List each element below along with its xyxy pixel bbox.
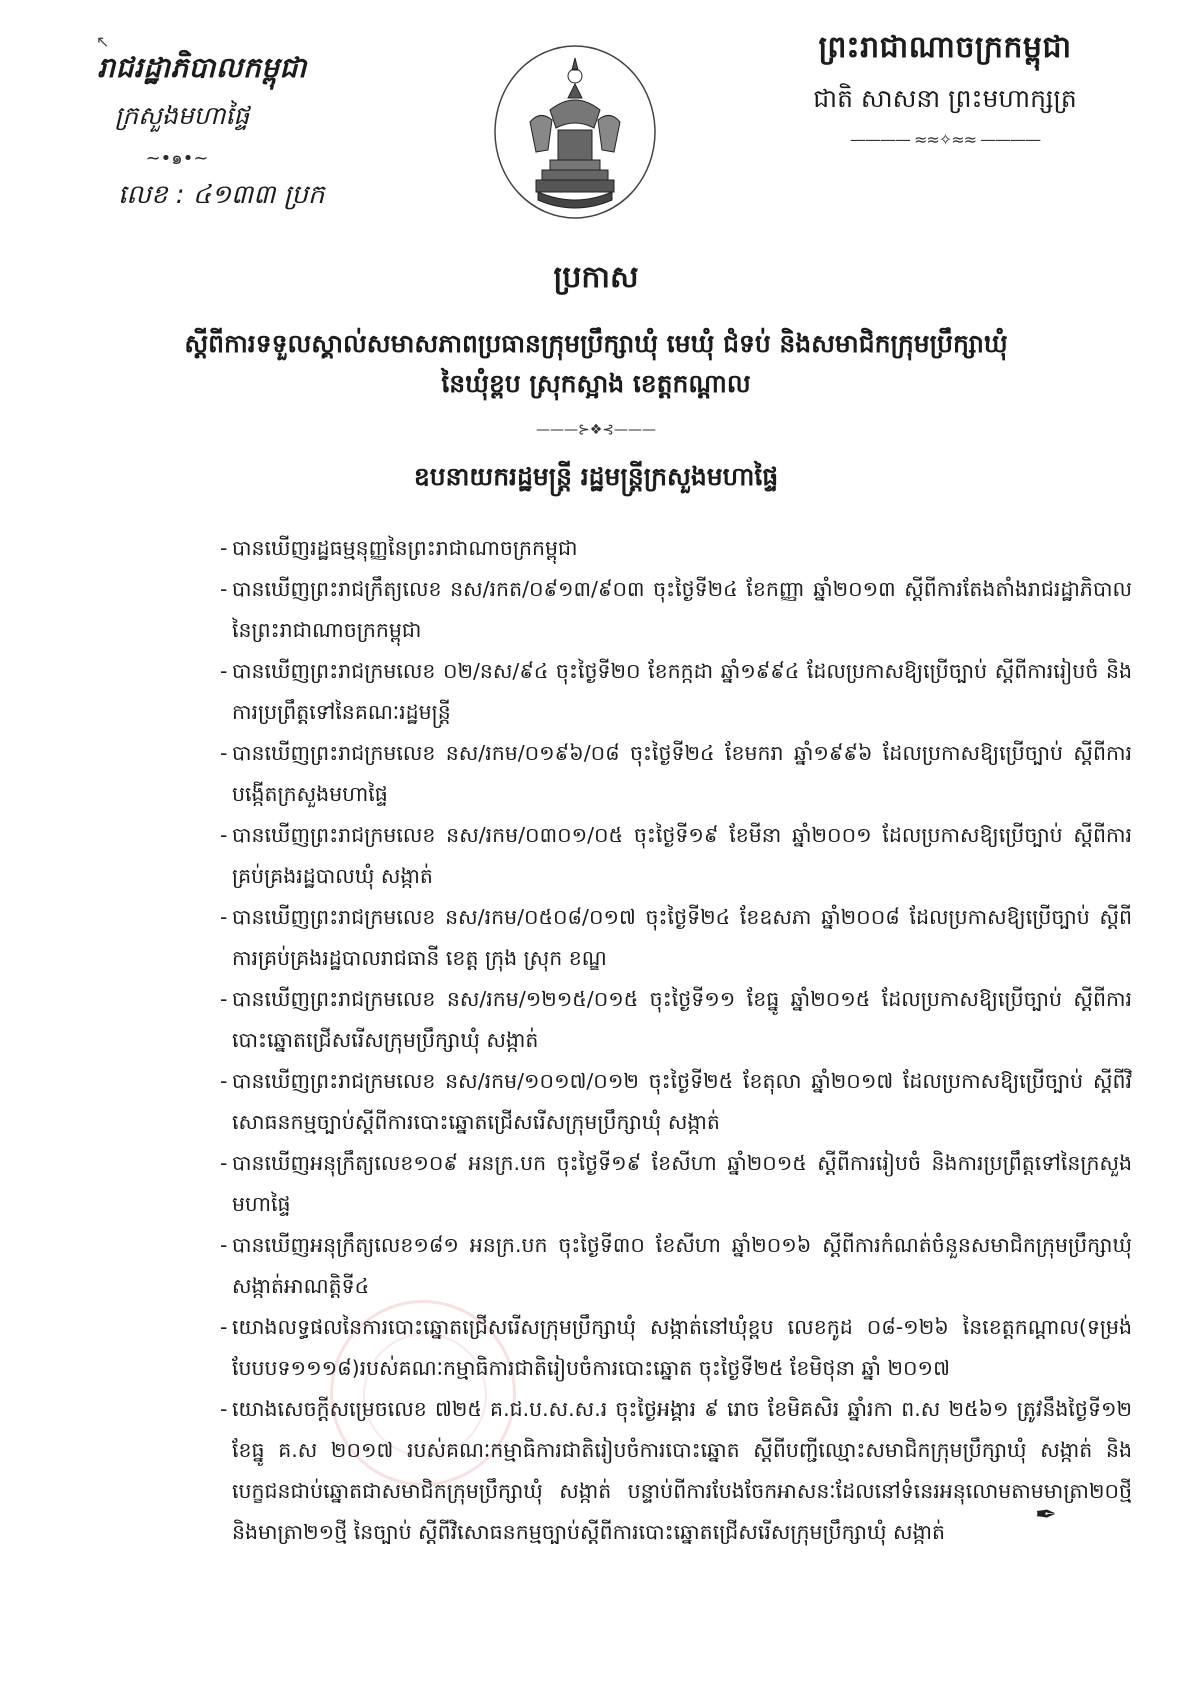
kingdom-divider: ———— ≈≈✧≈≈ ———— <box>849 130 1041 149</box>
reference-number: លេខ : ៤១៣៣ ប្រក <box>118 180 325 210</box>
preamble-item: - បានឃើញព្រះរាជក្រឹត្យលេខ នស/រកត/០៩១៣/៩០៣ ចុះថ្ងៃទី២៤ ខែកញ្ញា ឆ្នាំ២០១៣ ស្តីពីការតែងតាំងរាជរដ្ឋាភិបាលនៃព្រះរាជាណាចក្រកម្ពុជា <box>232 569 1132 651</box>
preamble-item: - បានឃើញព្រះរាជក្រមលេខ នស/រកម/១២១៥/០១៥ ចុះថ្ងៃទី១១ ខែធ្នូ ឆ្នាំ២០១៥ ដែលប្រកាសឱ្យប្រើច្បាប់ ស្តីពីការបោះឆ្នោតជ្រើសរើសក្រុមប្រឹក្សាឃុំ សង្កាត់ <box>232 979 1132 1061</box>
preamble-item: - យោងលទ្ធផលនៃការបោះឆ្នោតជ្រើសរើសក្រុមប្រឹក្សាឃុំ សង្កាត់នៅឃុំខ្ពប លេខកូដ ០៨-១២៦ នៃខេត្តកណ្តាល(ទម្រង់បែបបទ១១១៨)របស់គណៈកម្មាធិការជាតិរៀបចំការបោះឆ្នោត ចុះថ្ងៃទី២៥ ខែមិថុនា ឆ្នាំ ២០១៧ <box>232 1307 1132 1389</box>
preamble-list <box>232 528 1132 1553</box>
document-title-block <box>80 258 1112 438</box>
preamble-item: - បានឃើញព្រះរាជក្រមលេខ នស/រកម/០៣០១/០៥ ចុះថ្ងៃទី១៩ ខែមីនា ឆ្នាំ២០០១ ដែលប្រកាសឱ្យប្រើច្បាប់ ស្តីពីការគ្រប់គ្រងរដ្ឋបាលឃុំ សង្កាត់ <box>232 815 1132 897</box>
preamble-item: - បានឃើញអនុក្រឹត្យលេខ១០៩ អនក្រ.បក ចុះថ្ងៃទី១៩ ខែសីហា ឆ្នាំ២០១៥ ស្តីពីការរៀបចំ និងការប្រព្រឹត្តទៅនៃក្រសួងមហាផ្ទៃ <box>232 1143 1132 1225</box>
royal-emblem-icon <box>490 40 660 220</box>
subtitle-line-2: នៃឃុំខ្ពប ស្រុកស្អាង ខេត្តកណ្តាល <box>441 369 751 398</box>
preamble-item: - បានឃើញព្រះរាជក្រមលេខ ០២/នស/៩៤ ចុះថ្ងៃទី២០ ខែកក្កដា ឆ្នាំ១៩៩៤ ដែលប្រកាសឱ្យប្រើច្បាប់ ស្តីពីការរៀបចំ និងការប្រព្រឹត្តទៅនៃគណៈរដ្ឋមន្ត្រី <box>232 651 1132 733</box>
preamble-item: - បានឃើញព្រះរាជក្រមលេខ នស/រកម/០១៩៦/០៨ ចុះថ្ងៃទី២៤ ខែមករា ឆ្នាំ១៩៩៦ ដែលប្រកាសឱ្យប្រើច្បាប់ ស្តីពីការបង្កើតក្រសួងមហាផ្ទៃ <box>232 733 1132 815</box>
corner-mark: ↖ <box>96 32 110 51</box>
initial-mark-icon: ✒ <box>1035 1500 1057 1530</box>
document-title: ប្រកាស <box>553 260 639 295</box>
kingdom-name: ព្រះរាជាណាចក្រកម្ពុជា <box>818 30 1072 65</box>
ministry-name: ក្រសួងមហាផ្ទៃ <box>114 101 250 130</box>
preamble-item: - បានឃើញព្រះរាជក្រមលេខ នស/រកម/១០១៧/០១២ ចុះថ្ងៃទី២៥ ខែតុលា ឆ្នាំ២០១៧ ដែលប្រកាសឱ្យប្រើច្បាប់ ស្តីពីវិសោធនកម្មច្បាប់ស្តីពីការបោះឆ្នោតជ្រើសរើសក្រុមប្រឹក្សាឃុំ សង្កាត់ <box>232 1061 1132 1143</box>
title-divider: ———⊱❖⊰——— <box>535 422 656 438</box>
ornament-divider: ~•๑•~ <box>145 148 209 169</box>
preamble-item: - យោងសេចក្តីសម្រេចលេខ ៧២៥ គ.ជ.ប.ស.ស.រ ចុះថ្ងៃអង្គារ ៩ រោច ខែមិគសិរ ឆ្នាំរកា ព.ស ២៥៦១ ត្រូវនឹងថ្ងៃទី១២ ខែធ្នូ គ.ស ២០១៧ របស់គណៈកម្មាធិការជាតិរៀបចំការបោះឆ្នោត ស្តីពីបញ្ជីឈ្មោះសមាជិកក្រុមប្រឹក្សាឃុំ សង្កាត់ និងបេក្ខជនជាប់ឆ្នោតជាសមាជិកក្រុមប្រឹក្សាឃុំ សង្កាត់ បន្ទាប់ពីការបែងចែកអាសនៈដែលនៅទំនេរអនុលោមតាមមាត្រា២០ថ្មី និងមាត្រា២១ថ្មី នៃច្បាប់ ស្តីពីវិសោធនកម្មច្បាប់ស្តីពីការបោះឆ្នោតជ្រើសរើសក្រុមប្រឹក្សាឃុំ សង្កាត់ <box>232 1389 1132 1553</box>
subtitle-line-1: ស្តីពីការទទួលស្គាល់សមាសភាពប្រធានក្រុមប្រឹក្សាឃុំ មេឃុំ ជំទប់ និងសមាជិកក្រុមប្រឹក្សាឃុំ <box>184 329 1008 358</box>
government-name: រាជរដ្ឋាភិបាលកម្ពុជា <box>97 51 307 84</box>
preamble-item: - បានឃើញព្រះរាជក្រមលេខ នស/រកម/០៥០៨/០១៧ ចុះថ្ងៃទី២៤ ខែឧសភា ឆ្នាំ២០០៨ ដែលប្រកាសឱ្យប្រើច្បាប់ ស្តីពីការគ្រប់គ្រងរដ្ឋបាលរាជធានី ខេត្ត ក្រុង ស្រុក ខណ្ឌ <box>232 897 1132 979</box>
ministry-header <box>52 50 352 172</box>
document-subtitle <box>80 324 1112 404</box>
kingdom-header <box>780 28 1110 149</box>
issuing-authority: ឧបនាយករដ្ឋមន្ត្រី រដ្ឋមន្ត្រីក្រសួងមហាផ្ទៃ <box>413 462 779 491</box>
preamble-item: - បានឃើញរដ្ឋធម្មនុញ្ញនៃព្រះរាជាណាចក្រកម្ពុជា <box>232 528 1132 569</box>
national-motto: ជាតិ សាសនា ព្រះមហាក្សត្រ <box>813 84 1077 113</box>
preamble-item: - បានឃើញអនុក្រឹត្យលេខ១៨១ អនក្រ.បក ចុះថ្ងៃទី៣០ ខែសីហា ឆ្នាំ២០១៦ ស្តីពីការកំណត់ចំនួនសមាជិកក្រុមប្រឹក្សាឃុំ សង្កាត់អាណត្តិទី៤ <box>232 1225 1132 1307</box>
